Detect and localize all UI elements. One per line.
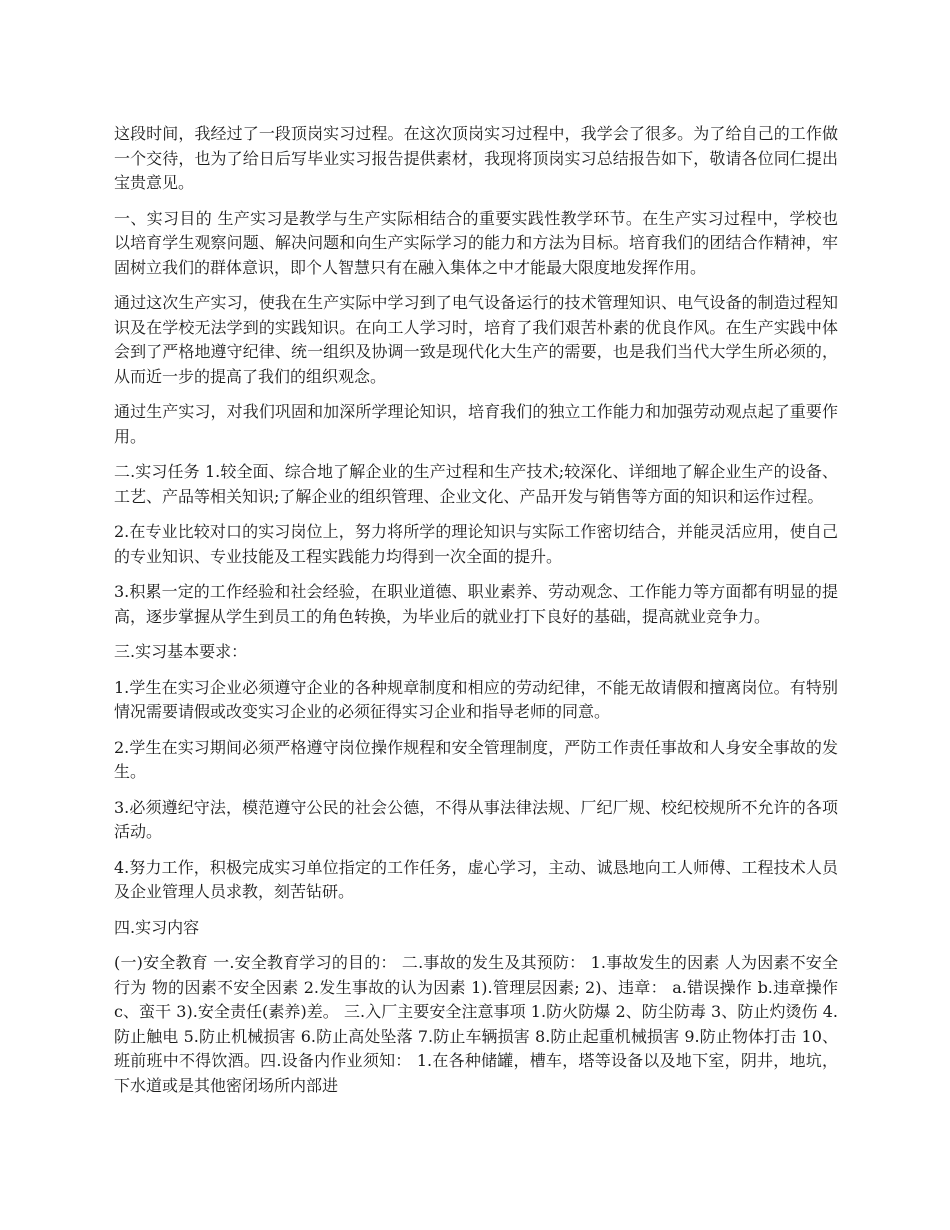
paragraph-safety-education: (一)安全教育 一.安全教育学习的目的： 二.事故的发生及其预防： 1.事故发生的因素 人为因素不安全行为 物的因素不安全因素 2.发生事故的认为因素 1).管理层因素; 2)、违章： a.错误操作 b.违章操作 c、蛮干 3).安全责任(素养)差。 三.入厂主要安全注意事项 1.防火防爆 2、防尘防毒 3、防止灼烫伤 4.防止触电 5.防止机械损害 6.防止高处坠落 7.防止车辆损害 8.防止起重机械损害 9.防止物体打击 10、班前班中不得饮酒。四.设备内作业须知： 1.在各种储罐，槽车，塔等设备以及地下室，阴井，地坑，下水道或是其他密闭场所内部进 [114,953,838,1095]
paragraph-requirement-3: 3.必须遵纪守法，模范遵守公民的社会公德，不得从事法律法规、厂纪厂规、校纪校规所不允许的各项活动。 [114,797,838,841]
paragraph-purpose: 一、实习目的 生产实习是教学与生产实际相结合的重要实践性教学环节。在生产实习过程中，学校也以培育学生观察问题、解决问题和向生产实际学习的能力和方法为目标。培育我们的团结合作精神，牢固树立我们的群体意识，即个人智慧只有在融入集体之中才能最大限度地发挥作用。 [114,208,838,277]
paragraph-requirement-4: 4.努力工作，积极完成实习单位指定的工作任务，虚心学习，主动、诚恳地向工人师傅、工程技术人员及企业管理人员求教，刻苦钻研。 [114,857,838,901]
paragraph-intro: 这段时间，我经过了一段顶岗实习过程。在这次顶岗实习过程中，我学会了很多。为了给自己的工作做一个交待，也为了给日后写毕业实习报告提供素材，我现将顶岗实习总结报告如下，敬请各位同仁提出宝贵意见。 [114,124,838,192]
paragraph-requirement-2: 2.学生在实习期间必须严格遵守岗位操作规程和安全管理制度，严防工作责任事故和人身安全事故的发生。 [114,737,838,781]
paragraph-task-3: 3.积累一定的工作经验和社会经验，在职业道德、职业素养、劳动观念、工作能力等方面都有明显的提高，逐步掌握从学生到员工的角色转换，为毕业后的就业打下良好的基础，提高就业竞争力。 [114,582,838,626]
paragraph-tasks: 二.实习任务 1.较全面、综合地了解企业的生产过程和生产技术;较深化、详细地了解企业生产的设备、工艺、产品等相关知识;了解企业的组织管理、企业文化、产品开发与销售等方面的知识和运作过程。 [114,462,838,506]
paragraph-requirement-1: 1.学生在实习企业必须遵守企业的各种规章制度和相应的劳动纪律，不能无故请假和擅离岗位。有特别情况需要请假或改变实习企业的必须征得实习企业和指导老师的同意。 [114,677,838,721]
paragraph-knowledge: 通过这次生产实习，使我在生产实际中学习到了电气设备运行的技术管理知识、电气设备的制造过程知识及在学校无法学到的实践知识。在向工人学习时，培育了我们艰苦朴素的优良作风。在生产实践中体会到了严格地遵守纪律、统一组织及协调一致是现代化大生产的需要，也是我们当代大学生所必须的，从而近一步的提高了我们的组织观念。 [114,293,838,386]
section-heading-requirements: 三.实习基本要求： [114,642,248,661]
document-body [114,122,838,1109]
section-heading-content: 四.实习内容 [114,917,200,937]
paragraph-task-2: 2.在专业比较对口的实习岗位上，努力将所学的理论知识与实际工作密切结合，并能灵活应用，使自己的专业知识、专业技能及工程实践能力均得到一次全面的提升。 [114,522,838,566]
paragraph-theory: 通过生产实习，对我们巩固和加深所学理论知识，培育我们的独立工作能力和加强劳动观点起了重要作用。 [114,402,838,446]
